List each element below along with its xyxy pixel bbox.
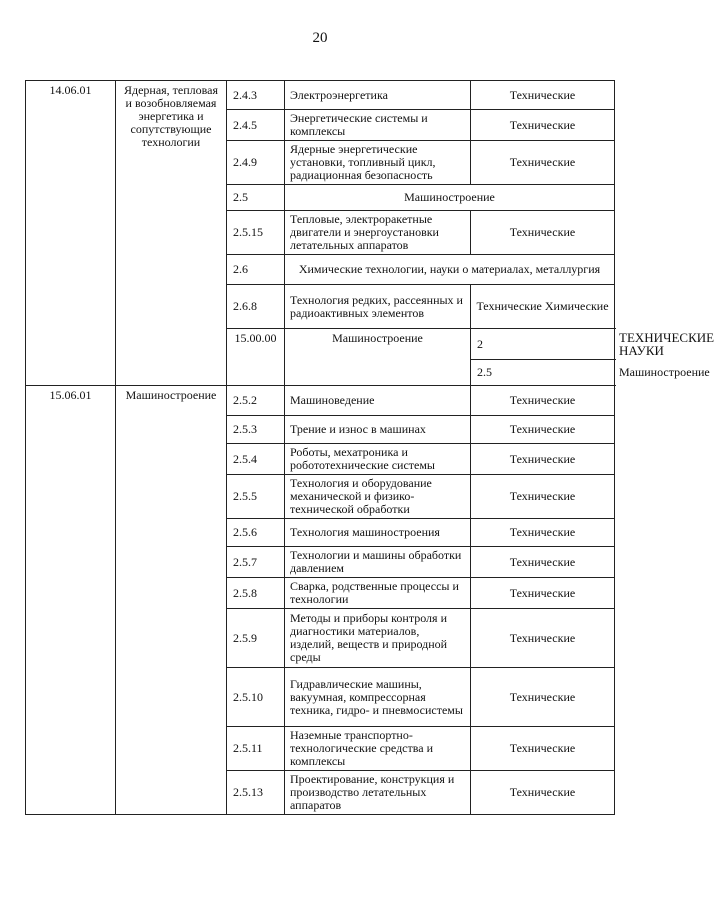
specialty-name-cell: Технология редких, рассеянных и радиоактивных элементов	[285, 285, 471, 329]
science-branch-cell: Технические	[471, 727, 615, 771]
science-branch-cell: Технические	[471, 609, 615, 668]
direction-name-cell: Машиностроение	[285, 329, 471, 386]
group-title-cell: Химические технологии, науки о материалах, металлургия	[285, 255, 615, 285]
specialty-name-cell: Технология и оборудование механической и физико-технической обработки	[285, 475, 471, 519]
science-branch-cell: Технические	[471, 444, 615, 475]
scientific-code-cell: 2.5.15	[227, 211, 285, 255]
direction-code-cell: 14.06.01	[26, 81, 116, 386]
specialty-name-cell: Технология машиностроения	[285, 519, 471, 547]
scientific-code-cell: 2.6.8	[227, 285, 285, 329]
scientific-code-cell: 2	[471, 329, 615, 360]
specialty-name-cell: Наземные транспортно-технологические средства и комплексы	[285, 727, 471, 771]
science-branch-cell: Технические	[471, 81, 615, 110]
specialty-name-cell: Ядерные энергетические установки, топливный цикл, радиационная безопасность	[285, 141, 471, 185]
scientific-code-cell: 2.5.10	[227, 668, 285, 727]
scientific-code-cell: 2.5.5	[227, 475, 285, 519]
scientific-code-cell: 2.5	[227, 185, 285, 211]
scientific-code-cell: 2.4.5	[227, 110, 285, 141]
scientific-code-cell: 2.4.3	[227, 81, 285, 110]
table-row: 2.5 Машиностроение	[26, 360, 615, 386]
scientific-code-cell: 2.6	[227, 255, 285, 285]
table-row: 15.00.00 Машиностроение 2 ТЕХНИЧЕСКИЕ НАУКИ	[26, 329, 615, 360]
specialty-name-cell: Машиноведение	[285, 386, 471, 416]
scientific-code-cell: 2.5.7	[227, 547, 285, 578]
scientific-code-cell: 2.5.6	[227, 519, 285, 547]
science-branch-cell: Технические	[471, 211, 615, 255]
direction-name-cell: Ядерная, тепловая и возобновляемая энергетика и сопутствующие технологии	[116, 81, 227, 386]
specialty-name-cell: Проектирование, конструкция и производство летательных аппаратов	[285, 771, 471, 815]
science-branch-cell: Технические	[471, 416, 615, 444]
scientific-code-cell: 2.5	[471, 360, 615, 386]
specialty-name-cell: Тепловые, электроракетные двигатели и энергоустановки летательных аппаратов	[285, 211, 471, 255]
science-branch-cell: Технические	[471, 771, 615, 815]
scientific-code-cell: 2.5.2	[227, 386, 285, 416]
specialty-name-cell: Технологии и машины обработки давлением	[285, 547, 471, 578]
scientific-code-cell: 2.5.13	[227, 771, 285, 815]
science-branch-cell: Технические	[471, 386, 615, 416]
specialty-name-cell: Трение и износ в машинах	[285, 416, 471, 444]
science-branch-cell: Технические	[471, 110, 615, 141]
direction-name-cell: Машиностроение	[116, 386, 227, 815]
science-branch-cell: Технические	[471, 578, 615, 609]
science-branch-cell: Технические	[471, 141, 615, 185]
table-row	[26, 81, 615, 110]
specialty-table	[25, 80, 714, 815]
specialty-name-cell: Роботы, мехатроника и робототехнические системы	[285, 444, 471, 475]
scientific-code-cell: 2.4.9	[227, 141, 285, 185]
specialty-name-cell: Сварка, родственные процессы и технологии	[285, 578, 471, 609]
science-branch-cell: Технические	[471, 547, 615, 578]
specialty-name-cell: Методы и приборы контроля и диагностики материалов, изделий, веществ и природной среды	[285, 609, 471, 668]
scientific-code-cell: 2.5.3	[227, 416, 285, 444]
group-title-cell: Машиностроение	[285, 185, 615, 211]
direction-code-cell: 15.00.00	[227, 329, 285, 386]
science-branch-cell: Технические	[471, 475, 615, 519]
scientific-code-cell: 2.5.11	[227, 727, 285, 771]
specialty-name-cell: Электроэнергетика	[285, 81, 471, 110]
scientific-code-cell: 2.5.4	[227, 444, 285, 475]
scientific-code-cell: 2.5.8	[227, 578, 285, 609]
specialty-name-cell: Гидравлические машины, вакуумная, компрессорная техника, гидро- и пневмосистемы	[285, 668, 471, 727]
direction-code-cell: 15.06.01	[26, 386, 116, 815]
scientific-code-cell: 2.5.9	[227, 609, 285, 668]
science-branch-cell: Технические Химические	[471, 285, 615, 329]
specialty-name-cell: Энергетические системы и комплексы	[285, 110, 471, 141]
science-branch-cell: Технические	[471, 519, 615, 547]
page-number: 20	[312, 30, 328, 46]
science-branch-cell: Технические	[471, 668, 615, 727]
table-row	[26, 386, 615, 416]
